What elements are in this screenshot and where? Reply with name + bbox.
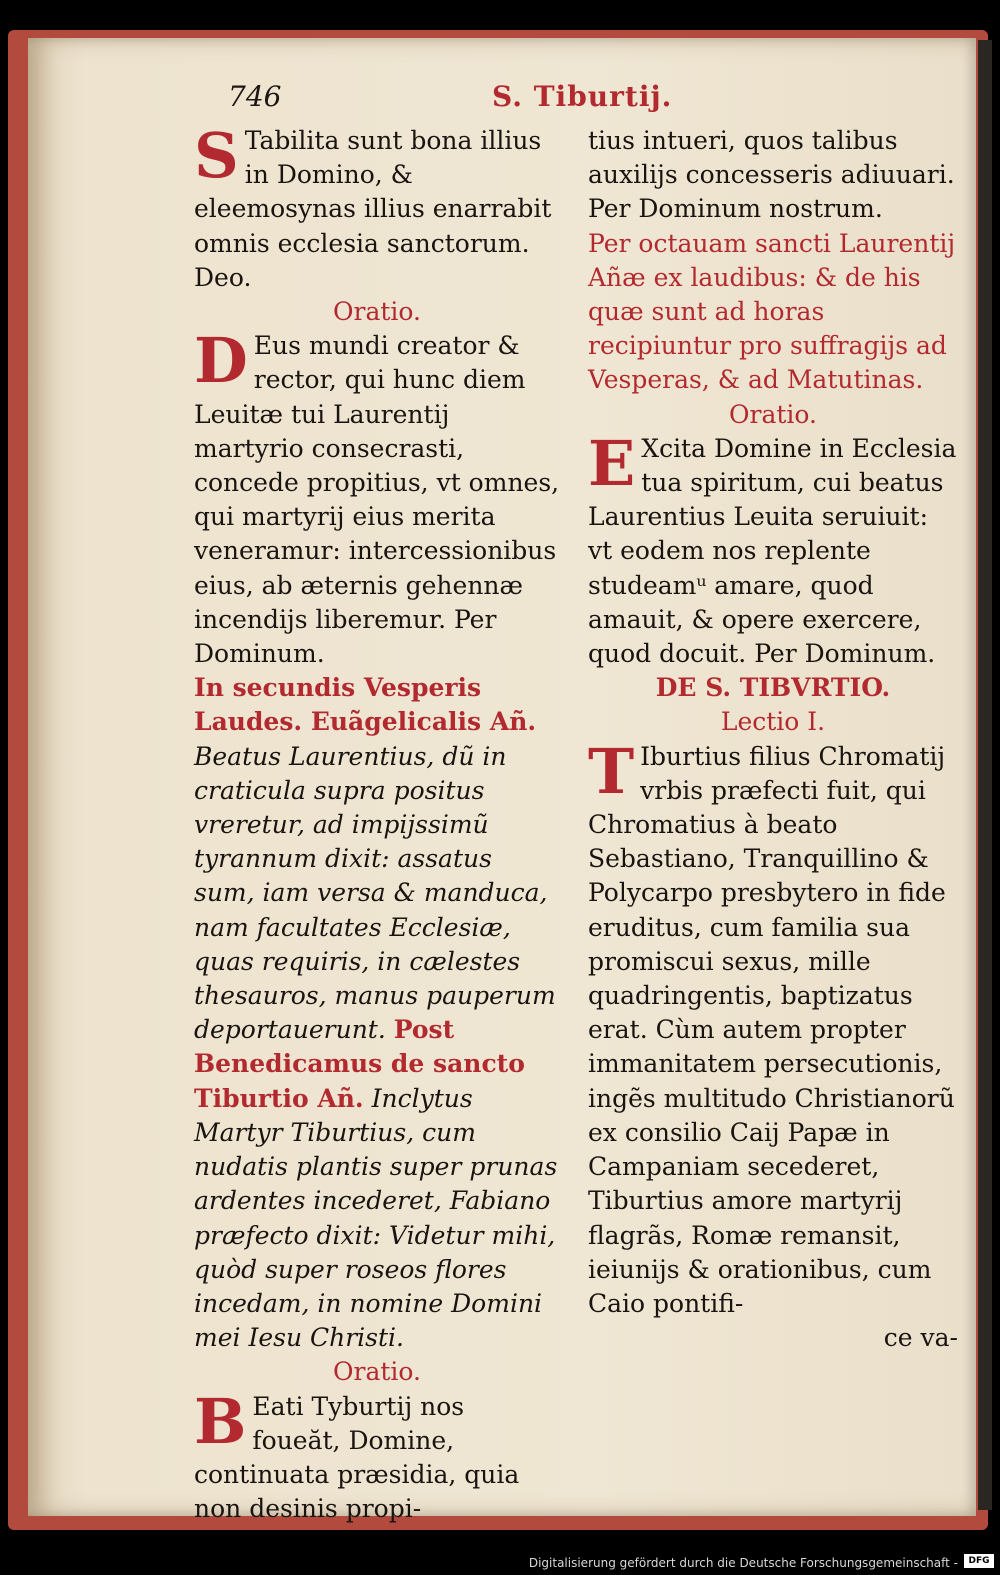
- paragraph: [194, 324, 560, 671]
- section-heading: DE S. TIBVRTIO.: [655, 673, 891, 703]
- paragraph: [194, 119, 560, 295]
- footer-bar: [0, 1550, 1000, 1575]
- page-number: 746: [228, 80, 282, 113]
- rubric: In secundis Vesperis Laudes. Euãgelicalis Añ.: [194, 673, 537, 737]
- paragraph-text: Xcita Domine in Ecclesia tua spiritum, cui beatus Laurentius Leuita seruiuit: vt eodem nos replente studeamᵘ amare, quod amauit, & opere exercere, quod docuit. Per Dominum.: [588, 433, 957, 669]
- running-title: S. Tiburtij.: [492, 80, 673, 113]
- catchword: ce va-: [883, 1323, 958, 1353]
- paragraph: [194, 1384, 560, 1527]
- paragraph-text: Eati Tyburtij nos foueăt, Domine, continuata præsidia, quia non desinis propi-: [194, 1391, 520, 1524]
- antiphon: Beatus Laurentius, dũ in craticula supra positus vreretur, ad impijssimũ tyrannum dixit: assatus sum, iam versa & manduca, nam facultates Ecclesiæ, quas requiris, in cælestes thesauros, manus pauperum deportauerunt.: [194, 741, 556, 1045]
- rubric-paragraph: [194, 671, 560, 1355]
- oratio-heading: Oratio.: [729, 399, 817, 429]
- book-spine-shadow: [978, 40, 992, 1510]
- paragraph-text: tius intueri, quos talibus auxilijs concesseris adiuuari. Per Dominum nostrum.: [588, 126, 955, 224]
- paragraph-text: Eus mundi creator & rector, qui hunc diem Leuitæ tui Laurentij martyrio consecrasti, concede propitius, vt omnes, qui martyrij eius merita veneramur: intercessionibus eius, ab æternis gehennæ incendijs liberemur. Per Dominum.: [194, 331, 560, 669]
- antiphon: Inclytus Martyr Tiburtius, cum nudatis plantis super prunas ardentes incederet, Fabiano præfecto dixit: Videtur mihi, quòd super roseos flores incedam, in nomine Domini mei Iesu Christi.: [194, 1083, 558, 1353]
- footer-credit: Digitalisierung gefördert durch die Deutsche Forschungsgemeinschaft -: [528, 1556, 958, 1570]
- drop-initial: S: [194, 119, 239, 192]
- drop-initial: T: [588, 734, 635, 808]
- lectio-heading: Lectio I.: [720, 707, 826, 737]
- paragraph: [588, 426, 958, 671]
- paragraph-text: Iburtius filius Chromatij vrbis præfecti fuit, qui Chromatius à beato Sebastiano, Tranquillino & Polycarpo presbytero in fide eruditus, cum familia sua promiscui sexus, mille quadringentis, baptizatus erat. Cùm autem propter immanitatem persecutionis, ingẽs multitudo Christianorũ ex consilio Caij Papæ in Campaniam secederet, Tiburtius amore martyrij flagrãs, Romæ remansit, ieiunijs & orationibus, cum Caio pontifi-: [588, 741, 955, 1318]
- paragraph-text: Tabilita sunt bona illius in Domino, & eleemosynas illius enarrabit omnis ecclesia sanctorum. Deo.: [194, 126, 552, 292]
- drop-initial: E: [588, 426, 636, 500]
- dfg-logo: DFG: [964, 1554, 994, 1568]
- drop-initial: B: [194, 1384, 247, 1458]
- left-column: [194, 119, 560, 1526]
- right-column: [588, 124, 958, 1355]
- rubric: Per octauam sancti Laurentij Añæ ex laudibus: & de his quæ sunt ad horas recipiuntur pro suffragijs ad Vesperas, & ad Matutinas.: [588, 228, 956, 395]
- drop-initial: D: [194, 324, 248, 398]
- oratio-heading: Oratio.: [333, 297, 421, 327]
- oratio-heading: Oratio.: [333, 1357, 421, 1387]
- paragraph: [588, 734, 958, 1321]
- rubric: Post Benedicamus de sancto Tiburtio Añ.: [194, 1015, 525, 1113]
